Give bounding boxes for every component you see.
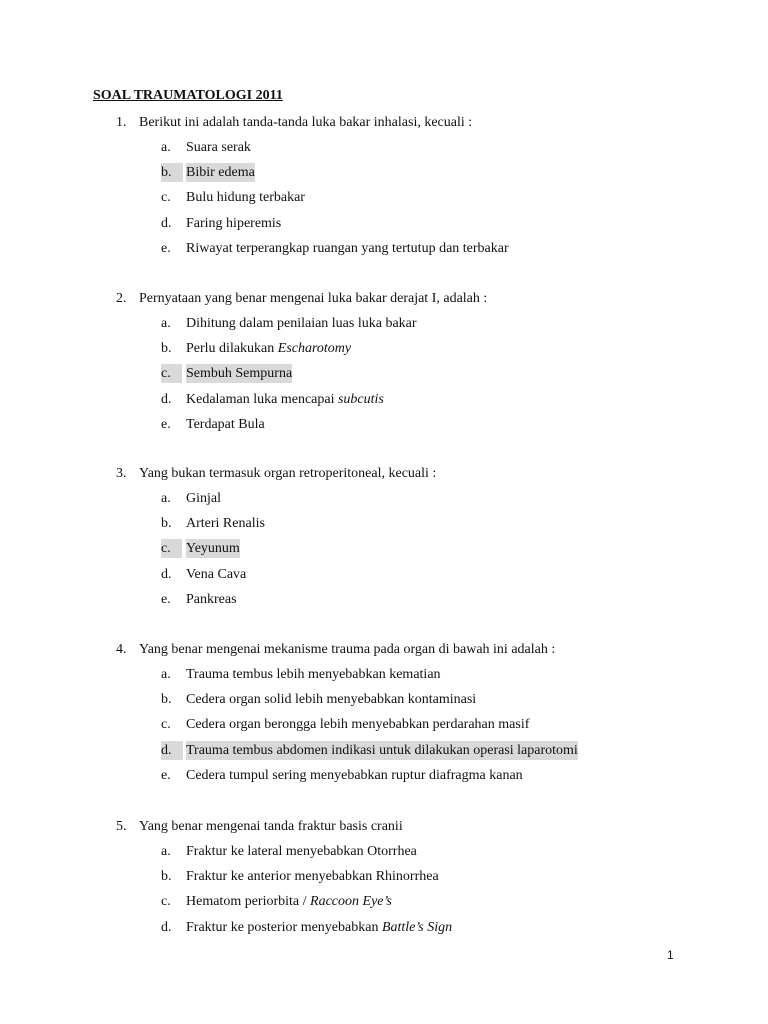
option-letter: c.: [161, 717, 171, 733]
page-number: 1: [667, 948, 674, 962]
option-text: [186, 415, 265, 434]
answer-option: [0, 188, 768, 209]
answer-option: [0, 741, 768, 762]
option-text-part: Perlu dilakukan: [186, 341, 278, 357]
option-letter: a.: [161, 667, 171, 682]
option-text: [186, 665, 441, 684]
option-text: [186, 514, 265, 533]
option-text: [186, 741, 578, 760]
answer-option: [0, 239, 768, 260]
option-text: [186, 867, 439, 886]
option-text-part: Hematom periorbita /: [186, 894, 311, 910]
option-text: [186, 214, 281, 233]
option-text: [186, 163, 255, 182]
option-letter: c.: [161, 364, 182, 383]
option-text-part: Ginjal: [186, 491, 221, 506]
option-text-part: Suara serak: [186, 140, 251, 155]
option-text-part: Yeyunum: [186, 541, 240, 557]
answer-option: [0, 867, 768, 888]
option-text-part: Faring hiperemis: [186, 215, 282, 231]
question-text: Yang benar mengenai tanda fraktur basis cranii: [139, 819, 403, 834]
option-letter: e.: [161, 240, 171, 256]
option-letter: d.: [161, 919, 172, 935]
option-text-part: Cedera organ solid lebih menyebabkan kontaminasi: [186, 692, 477, 708]
question-text: Berikut ini adalah tanda-tanda luka bakar inhalasi, kecuali :: [139, 115, 473, 130]
option-text-italic: subcutis: [337, 391, 384, 407]
option-text-part: Fraktur ke lateral menyebabkan Otorrhea: [186, 844, 417, 859]
option-text-part: Fraktur ke anterior menyebabkan Rhinorrhea: [186, 869, 439, 885]
answer-option: [0, 390, 768, 411]
option-letter: a.: [161, 491, 171, 506]
option-text: [186, 918, 452, 937]
option-text: [186, 390, 384, 409]
option-text: [186, 314, 417, 333]
option-text: [186, 339, 351, 358]
option-letter: c.: [161, 190, 171, 206]
option-letter: c.: [161, 539, 182, 558]
option-text-part: Pankreas: [186, 591, 237, 607]
option-text-part: Trauma tembus lebih menyebabkan kematian: [186, 667, 441, 682]
answer-option: [0, 314, 768, 335]
option-letter: b.: [161, 692, 172, 708]
option-letter: e.: [161, 767, 171, 783]
option-text-part: Dihitung dalam penilaian luas luka bakar: [186, 316, 417, 331]
option-text-part: Cedera organ berongga lebih menyebabkan perdarahan masif: [186, 717, 530, 733]
option-text-part: Bibir edema: [186, 165, 255, 181]
option-text: [186, 590, 237, 609]
option-text-part: Riwayat terperangkap ruangan yang tertutup dan terbakar: [186, 240, 509, 256]
option-letter: e.: [161, 416, 171, 432]
answer-option: [0, 665, 768, 686]
option-letter: d.: [161, 741, 183, 760]
answer-option: [0, 163, 768, 184]
answer-option: [0, 690, 768, 711]
answer-option: [0, 415, 768, 436]
answer-option: [0, 138, 768, 159]
answer-option: [0, 892, 768, 913]
option-letter: d.: [161, 215, 172, 231]
option-letter: d.: [161, 566, 172, 582]
option-text: [186, 690, 476, 709]
option-text-italic: Raccoon Eye’s: [310, 894, 392, 910]
option-text: [186, 138, 251, 157]
question-number: 5.: [116, 819, 127, 834]
question-number: 4.: [116, 642, 127, 657]
option-letter: a.: [161, 316, 171, 331]
answer-option: [0, 590, 768, 611]
answer-option: [0, 214, 768, 235]
option-letter: b.: [161, 869, 172, 885]
option-text: [186, 364, 292, 383]
question-number: 2.: [116, 291, 127, 306]
option-text-part: Cedera tumpul sering menyebabkan ruptur diafragma kanan: [186, 767, 523, 783]
option-text: [186, 239, 509, 258]
answer-option: [0, 842, 768, 863]
option-text: [186, 565, 246, 584]
option-text: [186, 892, 392, 911]
answer-option: [0, 565, 768, 586]
answer-option: [0, 539, 768, 560]
option-text-italic: Escharotomy: [277, 341, 352, 357]
option-text: [186, 489, 221, 508]
question-text: Pernyataan yang benar mengenai luka bakar derajat I, adalah :: [139, 291, 488, 306]
option-letter: a.: [161, 844, 171, 859]
option-text-part: Trauma tembus abdomen indikasi untuk dilakukan operasi laparotomi: [186, 742, 578, 758]
option-text-part: Sembuh Sempurna: [186, 366, 293, 382]
option-text: [186, 842, 417, 861]
answer-option: [0, 514, 768, 535]
option-letter: b.: [161, 341, 172, 357]
option-letter: a.: [161, 140, 171, 155]
question-number: 3.: [116, 466, 127, 481]
option-text-part: Fraktur ke posterior menyebabkan: [186, 919, 382, 935]
page-title: SOAL TRAUMATOLOGI 2011: [93, 88, 283, 103]
answer-option: [0, 715, 768, 736]
answer-option: [0, 364, 768, 385]
answer-option: [0, 339, 768, 360]
option-text-part: Kedalaman luka mencapai: [186, 391, 338, 407]
option-text: [186, 188, 305, 207]
option-letter: c.: [161, 894, 171, 910]
question-number: 1.: [116, 115, 127, 130]
option-text-italic: Battle’s Sign: [381, 919, 453, 935]
option-text-part: Bulu hidung terbakar: [186, 190, 305, 206]
option-text: [186, 766, 523, 785]
option-text-part: Arteri Renalis: [186, 516, 265, 532]
answer-option: [0, 766, 768, 787]
option-text: [186, 715, 529, 734]
question-text: Yang benar mengenai mekanisme trauma pada organ di bawah ini adalah :: [139, 642, 556, 657]
option-letter: b.: [161, 163, 183, 182]
option-letter: e.: [161, 591, 171, 607]
option-text-part: Terdapat Bula: [186, 416, 265, 432]
answer-option: [0, 489, 768, 510]
question-text: Yang bukan termasuk organ retroperitoneal, kecuali :: [139, 466, 437, 481]
option-text: [186, 539, 240, 558]
option-letter: b.: [161, 516, 172, 532]
option-text-part: Vena Cava: [186, 566, 247, 582]
option-letter: d.: [161, 391, 172, 407]
answer-option: [0, 918, 768, 939]
